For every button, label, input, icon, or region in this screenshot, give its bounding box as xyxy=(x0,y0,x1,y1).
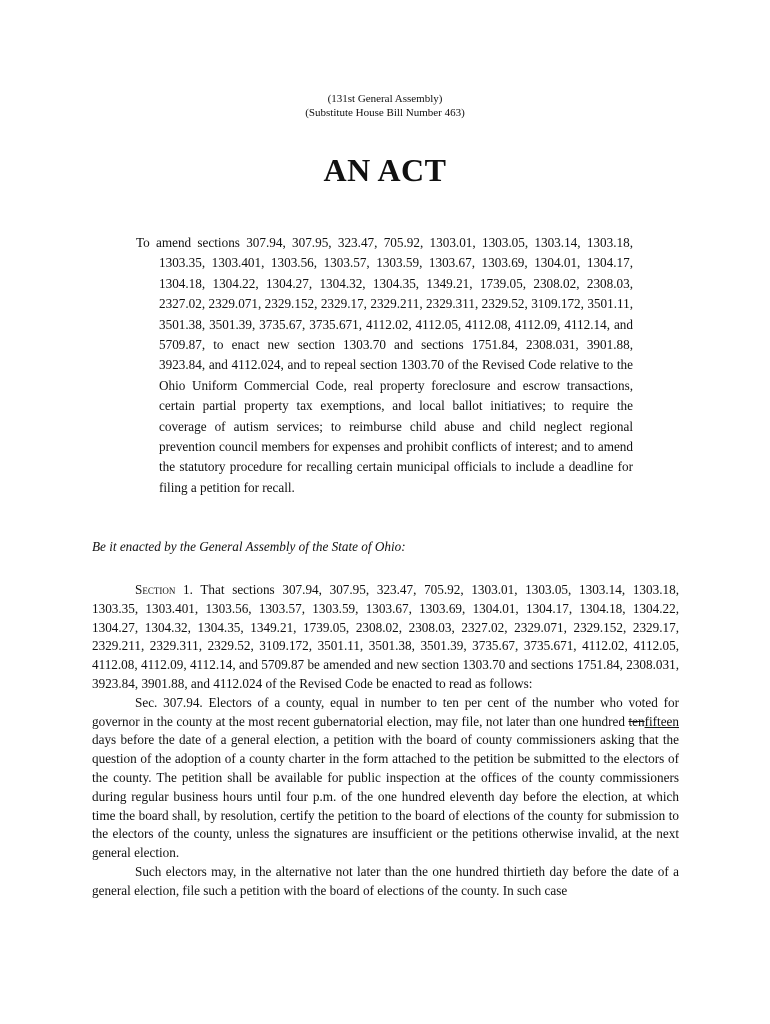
sec-307-94-text-start: Sec. 307.94. Electors of a county, equal in number to ten per cent of the number who voted for governor in the county at the most recent gubernatorial election, may file, not later than one hundred xyxy=(92,694,679,729)
inserted-text: fifteen xyxy=(644,713,679,729)
bill-number-line: (Substitute House Bill Number 463) xyxy=(305,107,465,119)
alternative-filing-paragraph: Such electors may, in the alternative not later than the one hundred thirtieth day before the date of a general election, file such a petition with the board of elections of the county. In such case xyxy=(92,863,679,898)
section-label: Section xyxy=(135,582,176,597)
document-title: AN ACT xyxy=(323,152,447,188)
section-1-paragraph xyxy=(92,581,679,694)
general-assembly-line: (131st General Assembly) xyxy=(327,93,443,105)
enacting-clause: Be it enacted by the General Assembly of the State of Ohio: xyxy=(92,539,406,554)
act-body xyxy=(92,581,679,901)
section-1-text: 1. That sections 307.94, 307.95, 323.47, 705.92, 1303.01, 1303.05, 1303.14, 1303.18, 1303.35, 1303.401, 1303.56, 1303.57, 1303.59, 1303.67, 1303.69, 1304.01, 1304.17, 1304.18, 1304.22, 1304.27, 1304.32, 1304.35, 1349.21, 1739.05, 2308.02, 2308.03, 2327.02, 2329.071, 2329.152, 2329.17, 2329.211, 2329.311, 2329.52, 3109.172, 3501.11, 3501.38, 3501.39, 3735.67, 3735.671, 4112.02, 4112.05, 4112.08, 4112.09, 4112.14, and 5709.87 be amended and new section 1303.70 and sections 1751.84, 2308.031, 3923.84, 3901.88, and 4112.024 of the Revised Code be enacted to read as follows: xyxy=(92,582,679,691)
sec-307-94-text-end: days before the date of a general election, a petition with the board of county commissioners asking that the question of the adoption of a county charter in the form attached to the petition be submitted to the electors of the county. The petition shall be available for public inspection at the offices of the county commissioners during regular business hours until four p.m. of the one hundred eleventh day before the election, at which time the board shall, by resolution, certify the petition to the board of elections of the county for submission to the electors of the county, unless the signatures are insufficient or the petitions otherwise invalid, at the next general election. xyxy=(92,732,679,861)
sec-307-94-paragraph xyxy=(92,694,679,863)
act-purpose-paragraph: To amend sections 307.94, 307.95, 323.47, 705.92, 1303.01, 1303.05, 1303.14, 1303.18, 1303.35, 1303.401, 1303.56, 1303.57, 1303.59, 1303.67, 1303.69, 1304.01, 1304.17, 1304.18, 1304.22, 1304.27, 1304.32, 1304.35, 1349.21, 1739.05, 2308.02, 2308.03, 2327.02, 2329.071, 2329.152, 2329.17, 2329.211, 2329.311, 2329.52, 3109.172, 3501.11, 3501.38, 3501.39, 3735.67, 3735.671, 4112.02, 4112.05, 4112.08, 4112.09, 4112.14, and 5709.87, to enact new section 1303.70 and sections 1751.84, 2308.031, 3901.88, 3923.84, and 4112.024, and to repeal section 1303.70 of the Revised Code relative to the Ohio Uniform Commercial Code, real property foreclosure and escrow transactions, certain partial property tax exemptions, and local ballot initiatives; to require the coverage of autism services; to reimburse child abuse and child neglect regional prevention council members for expenses and prohibit conflicts of interest; and to amend the statutory procedure for recalling certain municipal officials to include a deadline for filing a petition for recall. xyxy=(136,235,633,495)
struck-text: ten xyxy=(628,713,645,729)
bill-header xyxy=(0,92,770,120)
